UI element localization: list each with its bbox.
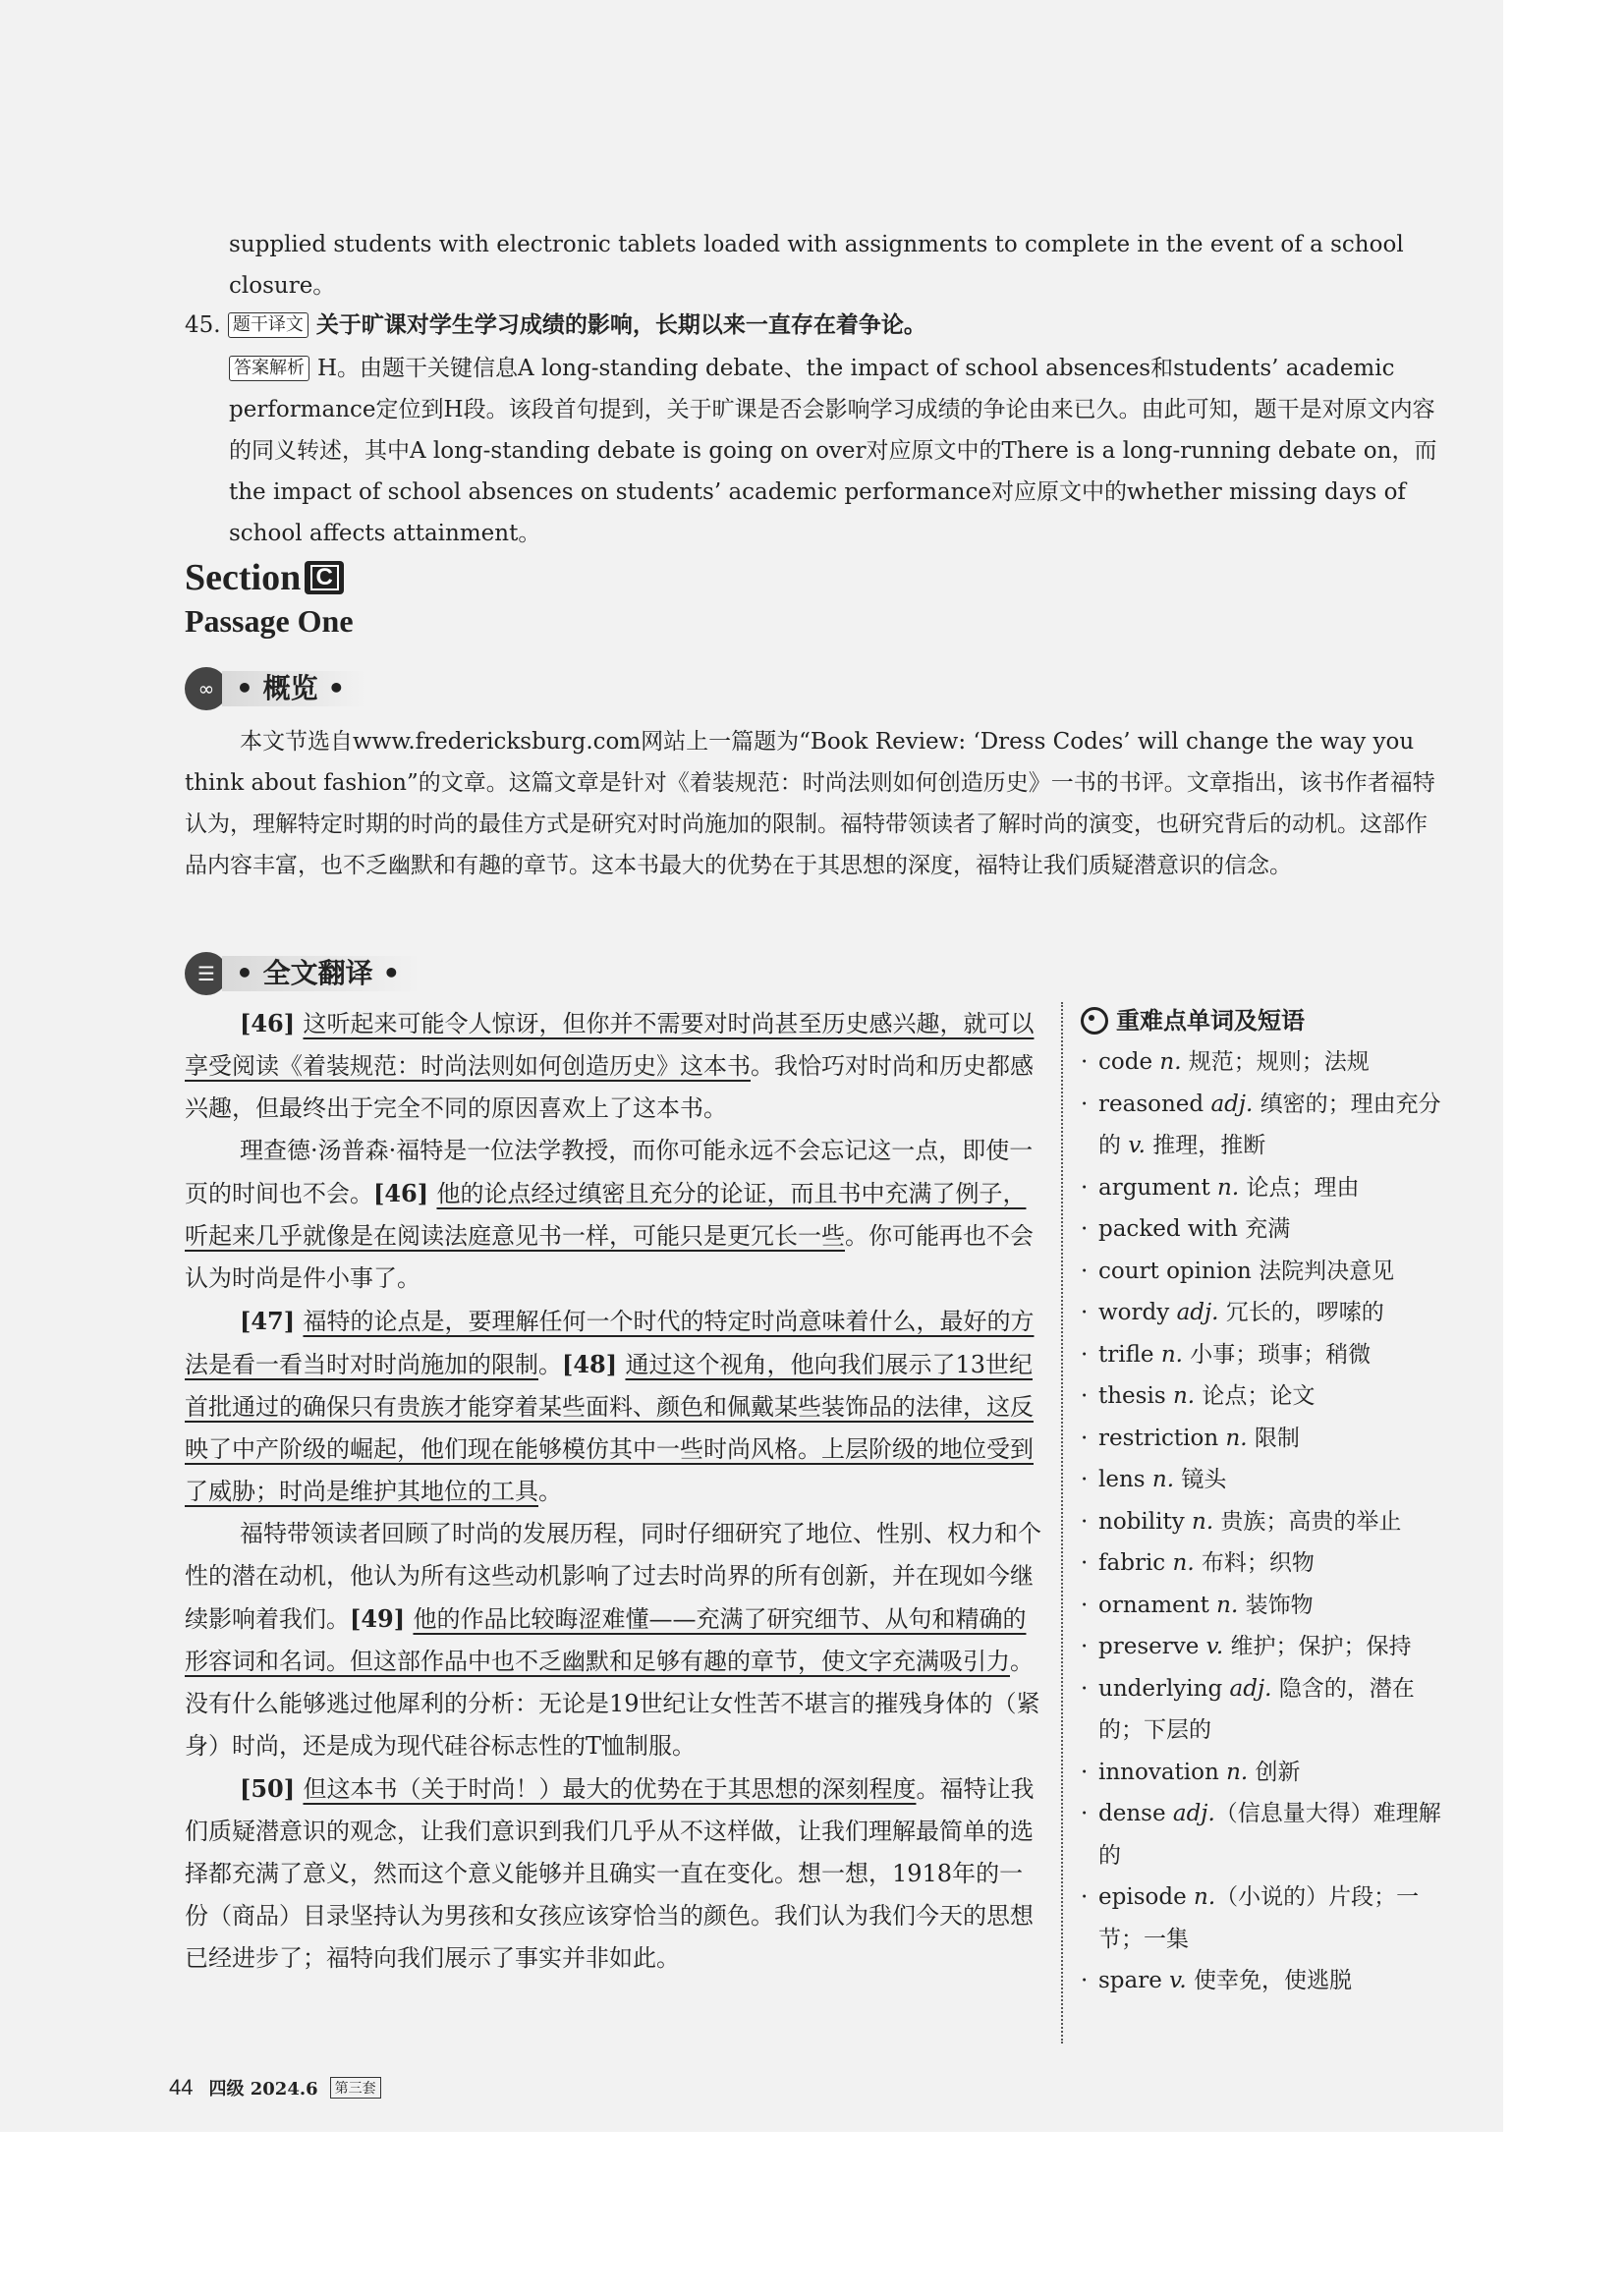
vocab-item bbox=[1081, 1041, 1449, 1084]
question-marker: [47] bbox=[240, 1307, 304, 1335]
part-of-speech: v. bbox=[1169, 1968, 1187, 1993]
question-marker: [46] bbox=[240, 1009, 304, 1037]
vocab-item bbox=[1081, 1542, 1449, 1585]
vocab-list bbox=[1081, 1041, 1449, 2002]
vocab-text: 贵族；高贵的举止 bbox=[1213, 1508, 1402, 1535]
part-of-speech: n. bbox=[1160, 1341, 1183, 1368]
vocab-item bbox=[1081, 1752, 1449, 1794]
vocab-text: 使幸免，使逃脱 bbox=[1186, 1968, 1353, 1993]
section-letter-icon: C bbox=[305, 561, 344, 594]
vocab-item bbox=[1081, 1501, 1449, 1543]
question-marker: [49] bbox=[350, 1604, 414, 1633]
translation-paragraph bbox=[185, 1767, 1044, 1980]
question-marker: [48] bbox=[562, 1350, 626, 1378]
target-icon bbox=[1081, 1007, 1108, 1035]
vocab-title bbox=[1081, 1000, 1449, 1041]
vocab-item bbox=[1081, 1418, 1449, 1460]
vocab-item bbox=[1081, 1585, 1449, 1627]
part-of-speech: adj. bbox=[1229, 1675, 1272, 1702]
part-of-speech: adj. bbox=[1172, 1801, 1215, 1826]
underlined-answer-text: 通过这个视角，他向我们展示了13世纪首批通过的确保只有贵族才能穿着某些面料、颜色和佩戴某些装饰品的法律，这反映了中产阶级的崛起，他们现在能够模仿其中一些时尚风格。上层阶级的地位受到了威胁；时尚是维护其地位的工具 bbox=[185, 1351, 1034, 1505]
vocab-text: 布料；织物 bbox=[1194, 1550, 1315, 1576]
overview-block bbox=[185, 666, 1442, 886]
page-footer bbox=[169, 2075, 381, 2100]
underlined-answer-text: 福特的论点是，要理解任何一个时代的特定时尚意味着什么，最好的方法是看一看当时对时尚施加的限制 bbox=[185, 1308, 1035, 1378]
glasses-icon: ∞ bbox=[185, 667, 228, 710]
part-of-speech: v. bbox=[1128, 1133, 1146, 1158]
underlined-answer-text: 他的论点经过缜密且充分的论证，而且书中充满了例子，听起来几乎就像是在阅读法庭意见书一样，可能只是更冗长一些 bbox=[185, 1180, 1027, 1250]
vocab-item bbox=[1081, 1208, 1449, 1251]
vocab-item bbox=[1081, 1960, 1449, 2002]
translation-column bbox=[185, 1002, 1044, 1980]
underlined-answer-text: 这听起来可能令人惊讶，但你并不需要对时尚甚至历史感兴趣，就可以享受阅读《着装规范：时尚法则如何创造历史》这本书 bbox=[185, 1010, 1035, 1080]
vocab-item bbox=[1081, 1292, 1449, 1334]
part-of-speech: v. bbox=[1205, 1634, 1224, 1659]
translation-label: • 全文翻译 • bbox=[222, 956, 421, 991]
part-of-speech: adj. bbox=[1210, 1091, 1254, 1117]
vocab-item bbox=[1081, 1876, 1449, 1960]
vocab-item bbox=[1081, 1626, 1449, 1668]
vocab-text: 缜密的；理由充分的 bbox=[1098, 1091, 1441, 1158]
vocab-item bbox=[1081, 1167, 1449, 1209]
part-of-speech: n. bbox=[1226, 1759, 1249, 1785]
vocab-text: （小说的）片段；一节；一集 bbox=[1098, 1884, 1420, 1952]
translation-text: 。我恰巧对时尚和历史都感兴趣，但最终出于完全不同的原因喜欢上了这本书。 bbox=[185, 1052, 1034, 1122]
question-marker: [50] bbox=[240, 1774, 304, 1803]
vocab-text: fabric bbox=[1098, 1550, 1173, 1576]
vocab-item bbox=[1081, 1084, 1449, 1167]
part-of-speech: n. bbox=[1151, 1467, 1175, 1492]
vocab-text: episode bbox=[1098, 1884, 1194, 1910]
translation-heading bbox=[185, 951, 1442, 996]
vocab-text: thesis bbox=[1098, 1383, 1173, 1409]
set-badge: 第三套 bbox=[330, 2077, 381, 2099]
part-of-speech: n. bbox=[1217, 1174, 1240, 1201]
translation-text: 。没有什么能够逃过他犀利的分析：无论是19世纪让女性苦不堪言的摧残身体的（紧身）时尚，还是成为现代硅谷标志性的T恤制服。 bbox=[185, 1648, 1040, 1760]
column-divider bbox=[1061, 1002, 1063, 2044]
part-of-speech: n. bbox=[1159, 1049, 1182, 1075]
vocab-text: packed with 充满 bbox=[1098, 1216, 1291, 1242]
translation-text: 理查德·汤普森·福特是一位法学教授，而你可能永远不会忘记这一点，即使一页的时间也不会。 bbox=[185, 1137, 1034, 1207]
section-title bbox=[185, 556, 1442, 599]
vocab-text: reasoned bbox=[1098, 1091, 1211, 1117]
translation-paragraph bbox=[185, 1002, 1044, 1130]
question-number: 45. bbox=[185, 312, 221, 338]
vocab-item bbox=[1081, 1251, 1449, 1293]
answer-analysis bbox=[185, 348, 1442, 554]
part-of-speech: n. bbox=[1172, 1550, 1195, 1576]
vocab-text: 创新 bbox=[1248, 1759, 1301, 1785]
vocab-text: innovation bbox=[1098, 1759, 1227, 1785]
vocab-item bbox=[1081, 1668, 1449, 1752]
question-45-block bbox=[185, 224, 1442, 554]
vocab-text: restriction bbox=[1098, 1425, 1226, 1451]
vocab-text: 隐含的，潜在的；下层的 bbox=[1098, 1675, 1415, 1743]
vocab-text: code bbox=[1098, 1049, 1160, 1075]
vocab-text: 规范；规则；法规 bbox=[1181, 1049, 1370, 1075]
vocab-item bbox=[1081, 1459, 1449, 1501]
translation-text: 福特带领读者回顾了时尚的发展历程，同时仔细研究了地位、性别、权力和个性的潜在动机，他认为所有这些动机影响了过去时尚界的所有创新，并在现如今继续影响着我们。 bbox=[185, 1520, 1041, 1633]
passage-title: Passage One bbox=[185, 603, 354, 639]
vocab-text: 论点；论文 bbox=[1195, 1383, 1316, 1409]
stem-translation-tag: 题干译文 bbox=[228, 312, 308, 338]
translation-paragraph bbox=[185, 1513, 1044, 1767]
overview-text: 本文节选自www.fredericksburg.com网站上一篇题为“Book Review: ‘Dress Codes’ will change the way you think about fashion”的文章。这篇文章是针对《着装规范：时尚法则如何创造历史》一书的书评。文章指出，该书作者福特认为，理解特定时期的时尚的最佳方式是研究对时尚施加的限制。福特带领读者了解时尚的演变，也研究背后的动机。这部作品内容丰富，也不乏幽默和有趣的章节。这本书最大的优势在于其思想的深度，福特让我们质疑潜意识的信念。 bbox=[185, 729, 1435, 878]
vocab-text: 维护；保护；保持 bbox=[1223, 1634, 1412, 1659]
vocab-text: ornament bbox=[1098, 1592, 1217, 1618]
part-of-speech: n. bbox=[1172, 1383, 1196, 1409]
translation-paragraph bbox=[185, 1300, 1044, 1513]
vocab-column bbox=[1081, 1000, 1449, 2002]
translation-heading-block bbox=[185, 951, 1442, 996]
translation-text: 。福特让我们质疑潜意识的观念，让我们意识到我们几乎从不这样做，让我们理解最简单的选择都充满了意义，然而这个意义能够并且确实一直在变化。想一想，1918年的一份（商品）目录坚持认为男孩和女孩应该穿恰当的颜色。我们认为我们今天的思想已经进步了；福特向我们展示了事实并非如此。 bbox=[185, 1775, 1035, 1972]
vocab-text: lens bbox=[1098, 1467, 1152, 1492]
magazine-issue: 四级 2024.6 bbox=[208, 2079, 318, 2100]
vocab-text: court opinion 法院判决意见 bbox=[1098, 1258, 1395, 1284]
chat-bubble-icon: ☰ bbox=[185, 952, 228, 995]
vocab-text: 装饰物 bbox=[1238, 1592, 1314, 1618]
vocab-text: underlying bbox=[1098, 1675, 1230, 1702]
part-of-speech: n. bbox=[1194, 1884, 1216, 1910]
vocab-text: （信息量大得）难理解的 bbox=[1098, 1801, 1441, 1869]
part-of-speech: n. bbox=[1225, 1425, 1248, 1451]
underlined-answer-text: 他的作品比较晦涩难懂——充满了研究细节、从句和精确的形容词和名词。但这部作品中也不乏幽默和足够有趣的章节，使文字充满吸引力 bbox=[185, 1605, 1027, 1675]
underlined-answer-text: 但这本书（关于时尚！）最大的优势在于其思想的深刻程度 bbox=[303, 1775, 917, 1803]
vocab-text: 镜头 bbox=[1174, 1467, 1227, 1492]
part-of-speech: n. bbox=[1192, 1508, 1214, 1535]
page-number: 44 bbox=[169, 2075, 194, 2100]
part-of-speech: adj. bbox=[1176, 1300, 1219, 1325]
vocab-text: 限制 bbox=[1247, 1425, 1300, 1451]
vocab-item bbox=[1081, 1793, 1449, 1876]
vocab-text: 论点；理由 bbox=[1239, 1174, 1360, 1201]
translation-text: 。 bbox=[538, 1478, 562, 1505]
vocab-item bbox=[1081, 1375, 1449, 1418]
carryover-line: supplied students with electronic tablets loaded with assignments to complete in the event of a school closure。 bbox=[229, 232, 1404, 299]
vocab-text: preserve bbox=[1098, 1634, 1206, 1659]
answer-analysis-text: H。由题干关键信息A long-standing debate、the impact of school absences和students’ academic performance定位到H段。该段首句提到，关于旷课是否会影响学习成绩的争论由来已久。由此可知，题干是对原文内容的同义转述，其中A long-standing debate is going on over对应原文中的There is a long-running debate on，而the impact of school absences on students’ academic performance对应原文中的whether missing days of school affects attainment。 bbox=[229, 356, 1437, 546]
vocab-text: nobility bbox=[1098, 1508, 1192, 1535]
vocab-text: 小事；琐事；稍微 bbox=[1182, 1341, 1372, 1368]
section-label: Section bbox=[185, 557, 302, 598]
vocab-text: 冗长的，啰嗦的 bbox=[1218, 1300, 1384, 1325]
answer-analysis-tag: 答案解析 bbox=[229, 356, 309, 381]
vocab-text: argument bbox=[1098, 1174, 1218, 1201]
translation-paragraph bbox=[185, 1130, 1044, 1300]
vocab-text: wordy bbox=[1098, 1300, 1177, 1325]
vocab-title-text: 重难点单词及短语 bbox=[1116, 1007, 1305, 1035]
section-header bbox=[185, 556, 1442, 640]
part-of-speech: n. bbox=[1216, 1592, 1239, 1618]
translation-text: 。 bbox=[538, 1351, 562, 1378]
vocab-text: spare bbox=[1098, 1968, 1170, 1993]
vocab-text: 推理，推断 bbox=[1145, 1133, 1266, 1158]
overview-heading bbox=[185, 666, 1442, 711]
overview-label: • 概览 • bbox=[222, 671, 366, 706]
question-45 bbox=[185, 305, 1442, 346]
vocab-text: dense bbox=[1098, 1801, 1173, 1826]
vocab-text: trifle bbox=[1098, 1341, 1161, 1368]
stem-translation-text: 关于旷课对学生学习成绩的影响，长期以来一直存在着争论。 bbox=[315, 311, 926, 338]
vocab-item bbox=[1081, 1334, 1449, 1376]
translation-text: 。你可能再也不会认为时尚是件小事了。 bbox=[185, 1222, 1034, 1292]
question-marker: [46] bbox=[373, 1179, 437, 1207]
